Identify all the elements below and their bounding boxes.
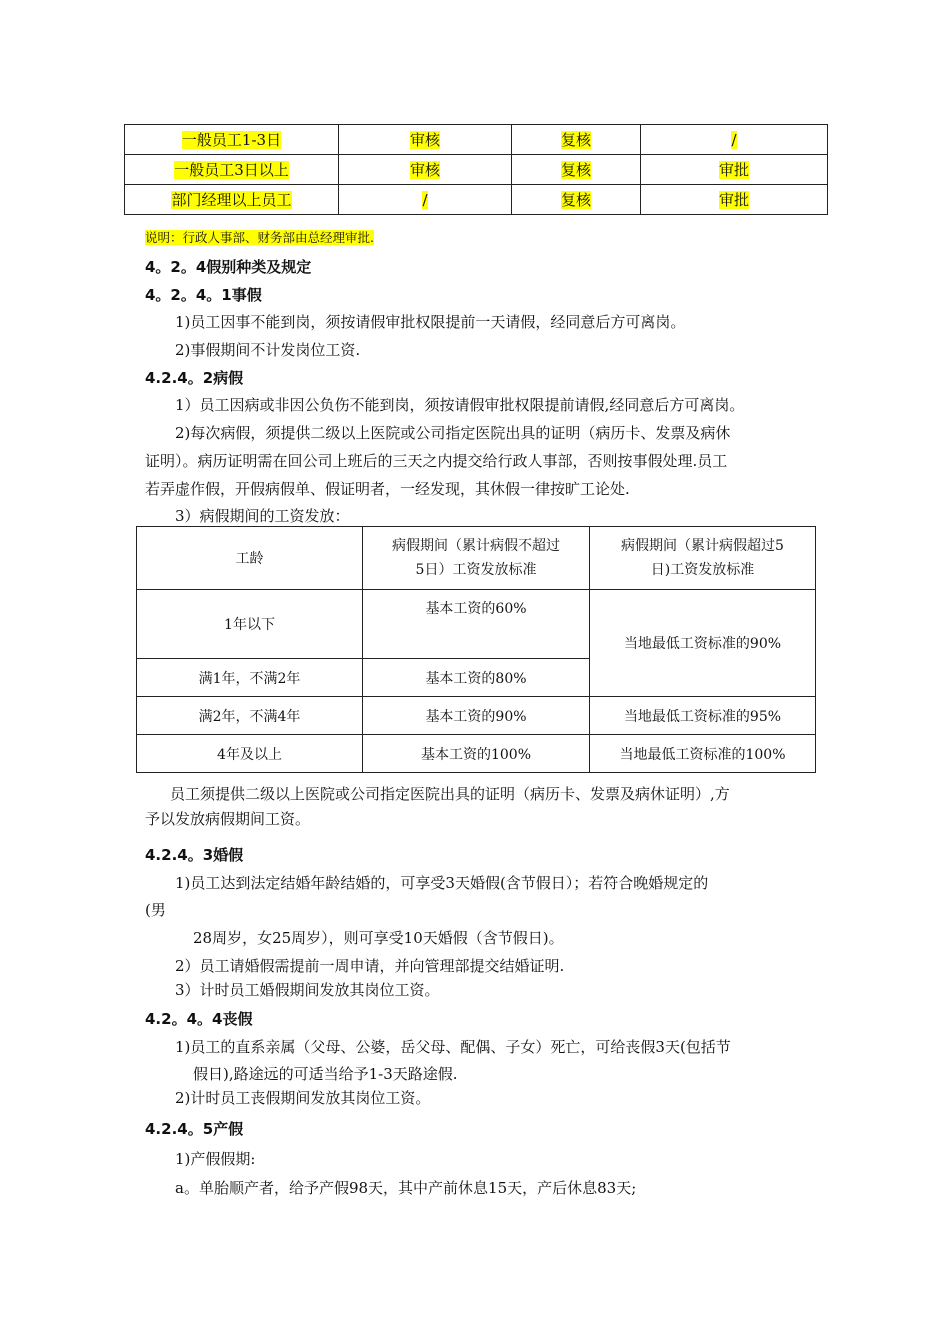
section-heading: 4。2。4。1事假 [145,286,262,304]
pay-cell: 当地最低工资标准的90% [623,636,782,652]
paragraph: a。单胎顺产者，给予产假98天，其中产前休息15天，产后休息83天; [175,1179,637,1197]
approval-cell: 审核 [409,131,440,149]
note-text: 说明：行政人事部、财务部由总经理审批. [145,230,374,245]
seniority-cell: 1年以下 [224,617,275,633]
approval-authority-table [124,124,828,215]
header-seniority: 工龄 [235,551,264,567]
paragraph: 若弄虚作假，开假病假单、假证明者，一经发现，其休假一律按旷工论处. [145,480,630,498]
seniority-cell: 4年及以上 [217,746,282,763]
table-row [137,697,816,735]
pay-cell: 当地最低工资标准的95% [623,708,782,725]
paragraph: 予以发放病假期间工资。 [145,810,311,828]
approval-cell: / [422,190,428,209]
paragraph: 证明）。病历证明需在回公司上班后的三天之内提交给行政人事部，否则按事假处理.员工 [145,452,728,470]
paragraph: 3）计时员工婚假期间发放其岗位工资。 [175,981,440,999]
header-over-5-days-2: 日)工资发放标准 [650,562,755,578]
seniority-cell: 满1年，不满2年 [198,670,301,687]
role-cell: 一般员工3日以上 [174,161,289,179]
section-heading: 4.2.4。3婚假 [145,846,244,864]
approval-cell: 审批 [718,191,749,209]
approval-cell: 复核 [560,191,591,209]
table-row [137,735,816,773]
paragraph: 1)员工的直系亲属（父母、公婆，岳父母、配偶、子女）死亡，可给丧假3天(包括节 [175,1038,731,1056]
pay-cell: 当地最低工资标准的100% [619,746,786,763]
section-heading: 4.2。4。4丧假 [145,1010,253,1028]
table-header-row [137,527,816,590]
paragraph: 假日),路途远的可适当给予1-3天路途假. [193,1065,458,1083]
approval-cell: 审批 [718,161,749,179]
paragraph: 28周岁，女25周岁），则可享受10天婚假（含节假日)。 [193,929,564,947]
paragraph: 员工须提供二级以上医院或公司指定医院出具的证明（病历卡、发票及病休证明）,方 [170,785,730,803]
role-cell: 部门经理以上员工 [171,191,292,209]
approval-cell: 复核 [560,161,591,179]
section-heading: 4.2.4。2病假 [145,369,244,387]
header-over-5-days: 病假期间（累计病假超过5 [621,538,784,554]
approval-cell: 复核 [560,131,591,149]
header-under-5-days: 病假期间（累计病假不超过 [392,538,560,554]
paragraph: 1)员工因事不能到岗，须按请假审批权限提前一天请假，经同意后方可离岗。 [175,313,686,331]
paragraph: 1)产假假期: [175,1150,256,1168]
table-row [125,125,828,155]
seniority-cell: 满2年，不满4年 [198,708,301,725]
paragraph: 1）员工因病或非因公负伤不能到岗，须按请假审批权限提前请假,经同意后方可离岗。 [175,396,745,414]
section-heading: 4.2.4。5产假 [145,1120,244,1138]
paragraph: 2)计时员工丧假期间发放其岗位工资。 [175,1089,431,1107]
table-row [125,155,828,185]
approval-cell: 审核 [409,161,440,179]
section-heading: 4。2。4假别种类及规定 [145,258,312,276]
paragraph: 3）病假期间的工资发放： [175,507,350,525]
paragraph: 1)员工达到法定结婚年龄结婚的，可享受3天婚假(含节假日）；若符合晚婚规定的 [175,874,709,892]
paragraph: (男 [145,901,166,919]
pay-cell: 基本工资的60% [425,601,527,617]
sick-pay-table [136,526,816,773]
paragraph: 2)事假期间不计发岗位工资. [175,341,361,359]
table-row [125,185,828,215]
approval-note [145,228,374,246]
pay-cell: 基本工资的100% [420,746,532,763]
header-under-5-days-2: 5日）工资发放标准 [415,562,537,578]
role-cell: 一般员工1-3日 [181,131,282,149]
paragraph: 2)每次病假，须提供二级以上医院或公司指定医院出具的证明（病历卡、发票及病休 [175,424,731,442]
approval-cell: / [731,130,737,149]
pay-cell: 基本工资的90% [425,708,527,725]
pay-cell: 基本工资的80% [425,670,527,687]
paragraph: 2）员工请婚假需提前一周申请，并向管理部提交结婚证明. [175,957,565,975]
table-row [137,590,816,659]
